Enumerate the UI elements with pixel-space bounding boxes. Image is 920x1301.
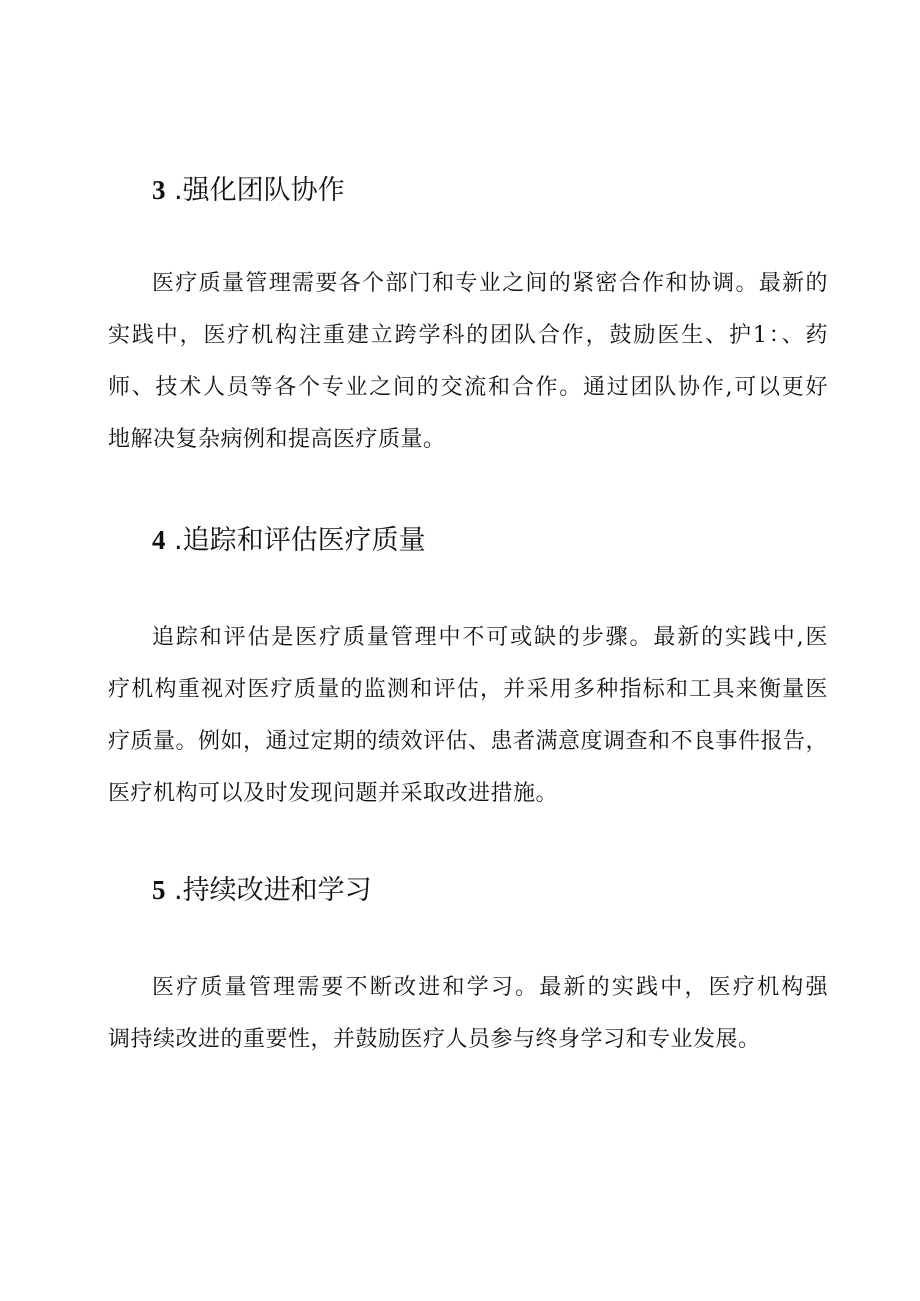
section-number: 5 xyxy=(152,875,166,905)
paragraph-line: 医疗质量管理需要不断改进和学习。最新的实践中，医疗机构强 xyxy=(152,975,828,1000)
paragraph-line: 医疗机构可以及时发现问题并采取改进措施。 xyxy=(108,781,559,806)
paragraph-line: 医疗质量管理需要各个部门和专业之间的紧密合作和协调。最新的 xyxy=(152,271,828,296)
section-title: .持续改进和学习 xyxy=(174,875,372,906)
paragraph-line: 师、技术人员等各个专业之间的交流和合作。通过团队协作,可以更好 xyxy=(108,375,828,400)
section-4-paragraph xyxy=(108,612,828,820)
paragraph-line: 追踪和评估是医疗质量管理中不可或缺的步骤。最新的实践中,医 xyxy=(152,625,828,650)
section-title: .强化团队协作 xyxy=(174,175,345,206)
section-5-heading xyxy=(152,870,372,910)
paragraph-line: 疗质量。例如，通过定期的绩效评估、患者满意度调查和不良事件报告， xyxy=(108,729,829,754)
section-3-heading xyxy=(152,170,345,210)
section-number: 4 xyxy=(152,525,166,555)
section-title: .追踪和评估医疗质量 xyxy=(174,525,426,556)
section-5-paragraph xyxy=(108,962,828,1066)
paragraph-line: 调持续改进的重要性，并鼓励医疗人员参与终身学习和专业发展。 xyxy=(108,1027,761,1052)
section-4-heading xyxy=(152,520,426,560)
paragraph-line: 实践中，医疗机构注重建立跨学科的团队合作，鼓励医生、护1：、药 xyxy=(108,323,828,348)
paragraph-line: 疗机构重视对医疗质量的监测和评估，并采用多种指标和工具来衡量医 xyxy=(108,677,828,702)
section-number: 3 xyxy=(152,175,166,205)
section-3-paragraph xyxy=(108,258,828,466)
paragraph-line: 地解决复杂病例和提高医疗质量。 xyxy=(108,427,446,452)
